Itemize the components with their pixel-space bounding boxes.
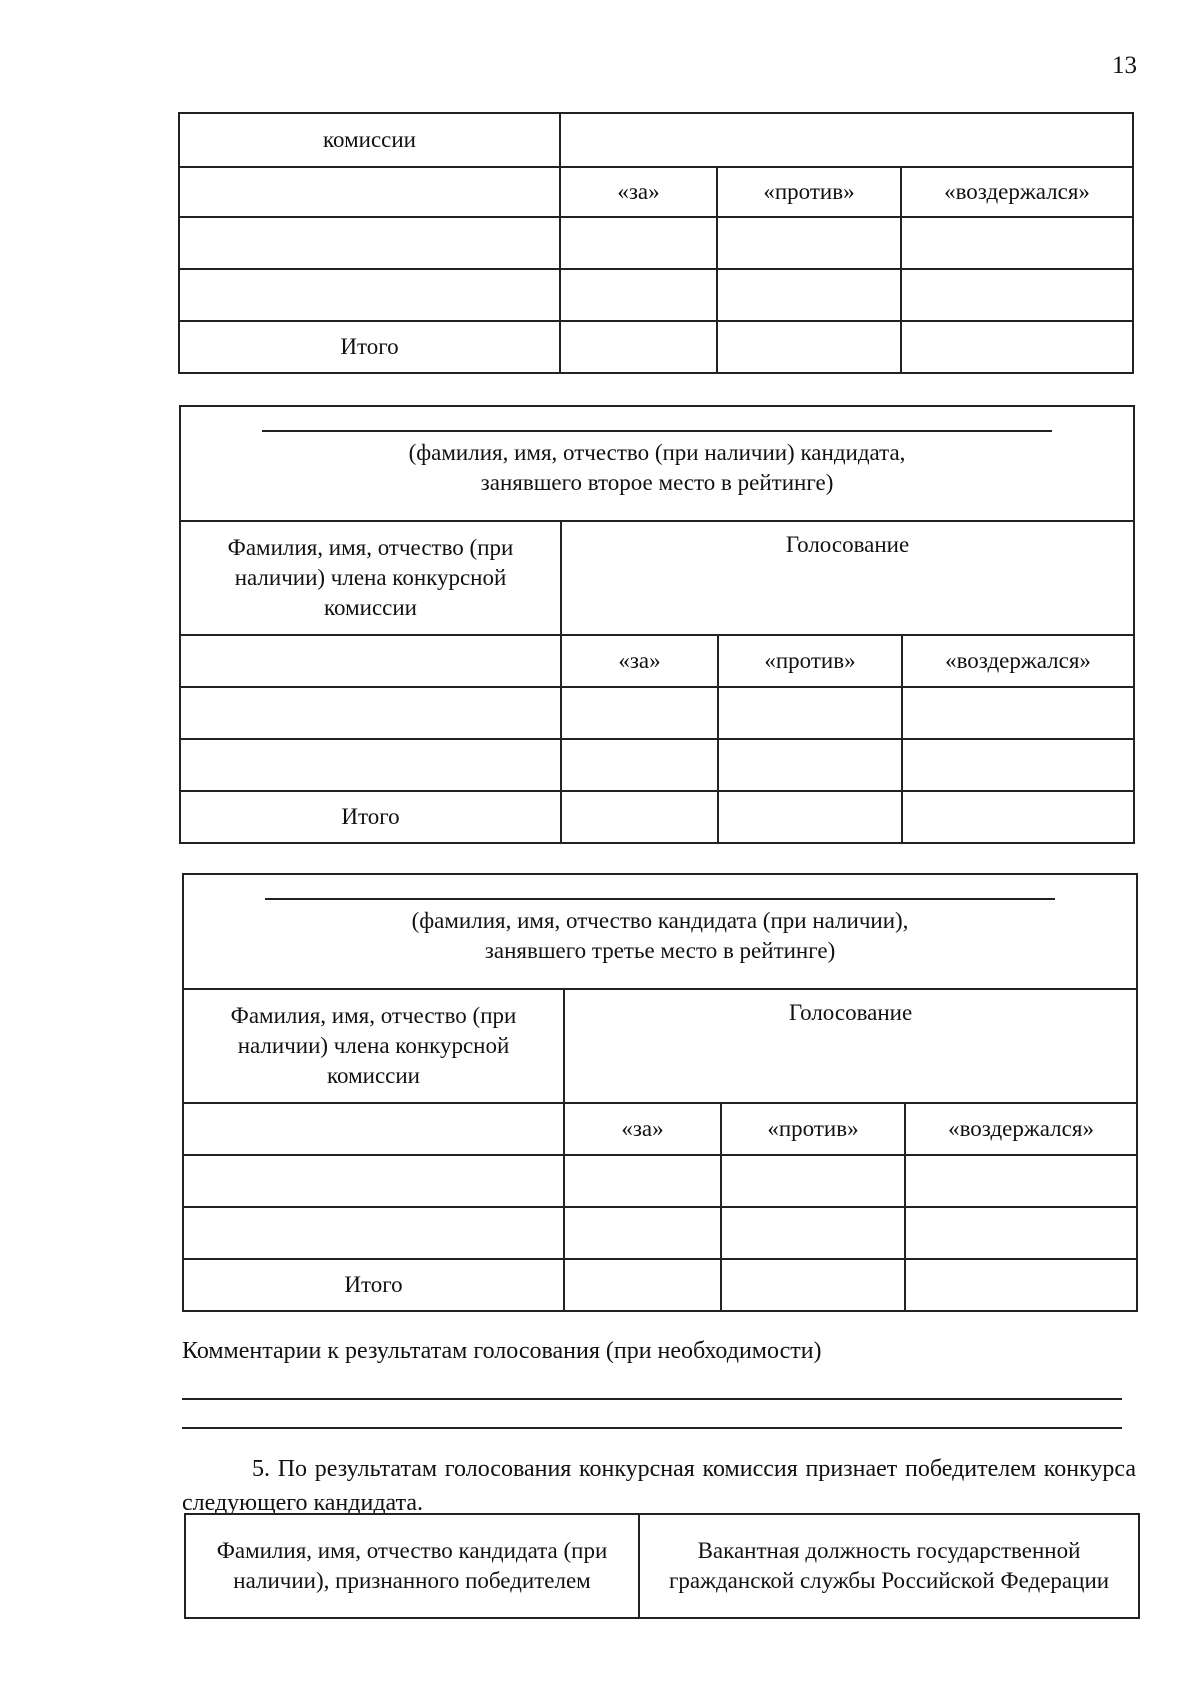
candidate-name-cell <box>180 406 1134 521</box>
voting-header: Голосование <box>561 521 1134 635</box>
table-row <box>180 687 1134 739</box>
voting-header-empty <box>560 113 1133 167</box>
vote-za-header: «за» <box>564 1103 721 1155</box>
vote-vozderzhalsya-header: «воздержался» <box>902 635 1134 687</box>
vote-protiv-header: «против» <box>721 1103 905 1155</box>
voting-header: Голосование <box>564 989 1137 1103</box>
vote-table-first-candidate <box>178 112 1134 374</box>
vote-table-third-candidate <box>182 873 1138 1312</box>
itogo-label: Итого <box>180 791 561 843</box>
candidate-name-line <box>265 898 1055 900</box>
table-row <box>183 1155 1137 1207</box>
table-row <box>180 739 1134 791</box>
empty-cell <box>183 1103 564 1155</box>
vote-vozderzhalsya-header: «воздержался» <box>901 167 1133 217</box>
paragraph-5 <box>182 1452 1136 1520</box>
vote-za-header: «за» <box>561 635 718 687</box>
member-header-tail: комиссии <box>179 113 560 167</box>
table-row <box>183 1207 1137 1259</box>
winner-table <box>184 1513 1140 1619</box>
empty-cell <box>180 635 561 687</box>
table-row <box>179 269 1133 321</box>
vote-vozderzhalsya-header: «воздержался» <box>905 1103 1137 1155</box>
winner-name-header: Фамилия, имя, отчество кандидата (при наличии), признанного победителем <box>185 1514 639 1618</box>
candidate-caption: (фамилия, имя, отчество (при наличии) кандидата, занявшего второе место в рейтинге) <box>408 439 906 495</box>
candidate-name-line <box>262 430 1052 432</box>
comment-line <box>182 1427 1122 1429</box>
vote-table-second-candidate <box>179 405 1135 844</box>
vote-protiv-header: «против» <box>717 167 901 217</box>
empty-cell <box>179 167 560 217</box>
vote-za-header: «за» <box>560 167 717 217</box>
candidate-caption: (фамилия, имя, отчество кандидата (при наличии), занявшего третье место в рейтинге) <box>411 907 909 963</box>
vote-protiv-header: «против» <box>718 635 902 687</box>
candidate-name-cell <box>183 874 1137 989</box>
itogo-label: Итого <box>179 321 560 373</box>
member-header: Фамилия, имя, отчество (при наличии) члена конкурсной комиссии <box>183 989 564 1103</box>
comments-label: Комментарии к результатам голосования (при необходимости) <box>182 1338 822 1364</box>
page-number: 13 <box>1112 52 1137 79</box>
member-header: Фамилия, имя, отчество (при наличии) члена конкурсной комиссии <box>180 521 561 635</box>
vacant-position-header: Вакантная должность государственной гражданской службы Российской Федерации <box>639 1514 1139 1618</box>
itogo-label: Итого <box>183 1259 564 1311</box>
paragraph-5-text: 5. По результатам голосования конкурсная комиссия признает победителем конкурса следующего кандидата. <box>182 1456 1136 1516</box>
comment-line <box>182 1398 1122 1400</box>
table-row <box>179 217 1133 269</box>
